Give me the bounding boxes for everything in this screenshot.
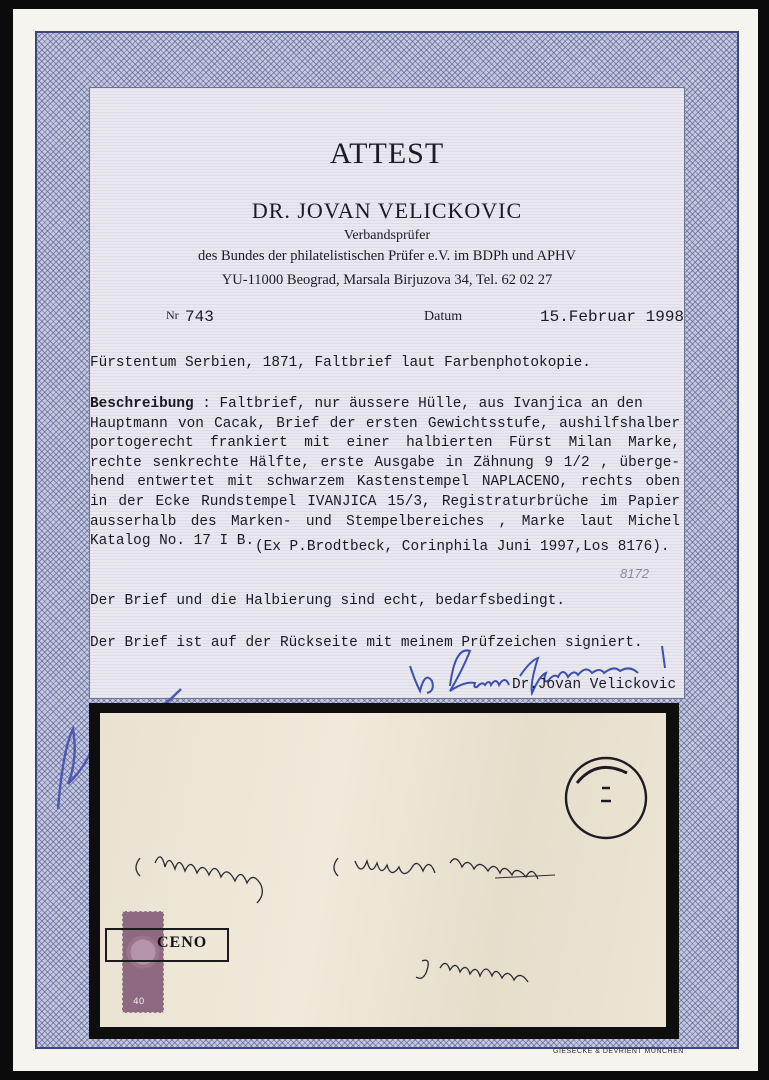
certificate-number: 743	[185, 308, 214, 326]
description-line: rechte senkrechte Hälfte, erste Ausgabe in Zähnung 9 1/2 , übergе-	[90, 454, 680, 471]
description-line: hend entwertet mit schwarzem Kastenstempel NAPLACENO, rechts oben	[90, 474, 680, 491]
examiner-role: Verbandsprüfer	[343, 228, 431, 243]
certificate-title: ATTEST	[329, 137, 445, 170]
cover-photo-frame	[89, 703, 679, 1039]
date-label: Datum	[424, 309, 463, 324]
signer-name: Dr.Jovan Velickovic	[512, 677, 677, 693]
subject-line: Fürstentum Serbien, 1871, Faltbrief laut Farbenphotokopie.	[90, 355, 591, 371]
number-label: Nr	[166, 308, 179, 322]
ivanjica-postmark	[557, 753, 655, 843]
naplaceno-cancel	[105, 928, 229, 962]
signed-statement: Der Brief ist auf der Rückseite mit meinem Prüfzeichen signiert.	[90, 635, 643, 651]
description-block	[90, 395, 680, 552]
pencil-number: 8172	[620, 566, 649, 581]
examiner-address: YU-11000 Beograd, Marsala Birjuzova 34, Tel. 62 02 27	[221, 272, 553, 288]
description-line: Beschreibung : Faltbrief, nur äussere Hülle, aus Ivanjica an den	[90, 396, 643, 412]
description-line: Hauptmann von Cacak, Brief der ersten Gewichtsstufe, aushilfshalber	[90, 415, 680, 432]
examiner-name: DR. JOVAN VELICKOVIC	[251, 198, 523, 223]
genuine-statement: Der Brief und die Halbierung sind echt, bedarfsbedingt.	[90, 593, 565, 609]
certificate-date: 15.Februar 1998	[540, 308, 685, 326]
description-line: in der Ecke Rundstempel IVANJICA 15/3, Registraturbrüche im Papier	[90, 493, 680, 510]
folded-letter	[100, 713, 666, 1027]
stamp-value: 40	[133, 997, 145, 1007]
certificate-panel	[89, 87, 685, 699]
provenance-note: (Ex P.Brodtbeck, Corinphila Juni 1997,Los 8176).	[255, 539, 670, 555]
examiner-association: des Bundes der philatelistischen Prüfer e.V. im BDPh und APHV	[198, 248, 576, 264]
postage-stamp-half	[122, 911, 164, 1013]
description-line: ausserhalb des Marken- und Stempelbereiches , Marke laut Michel	[90, 513, 680, 530]
certificate-sheet	[13, 9, 758, 1071]
description-line: Katalog No. 17 I B.	[90, 533, 255, 550]
description-label: Beschreibung	[90, 396, 194, 412]
cancel-text: CENO	[157, 934, 208, 951]
description-line: portogerecht frankiert mit einer halbierten Fürst Milan Marke,	[90, 435, 680, 452]
printer-imprint: GIESECKE & DEVRIENT MÜNCHEN	[553, 1048, 684, 1055]
